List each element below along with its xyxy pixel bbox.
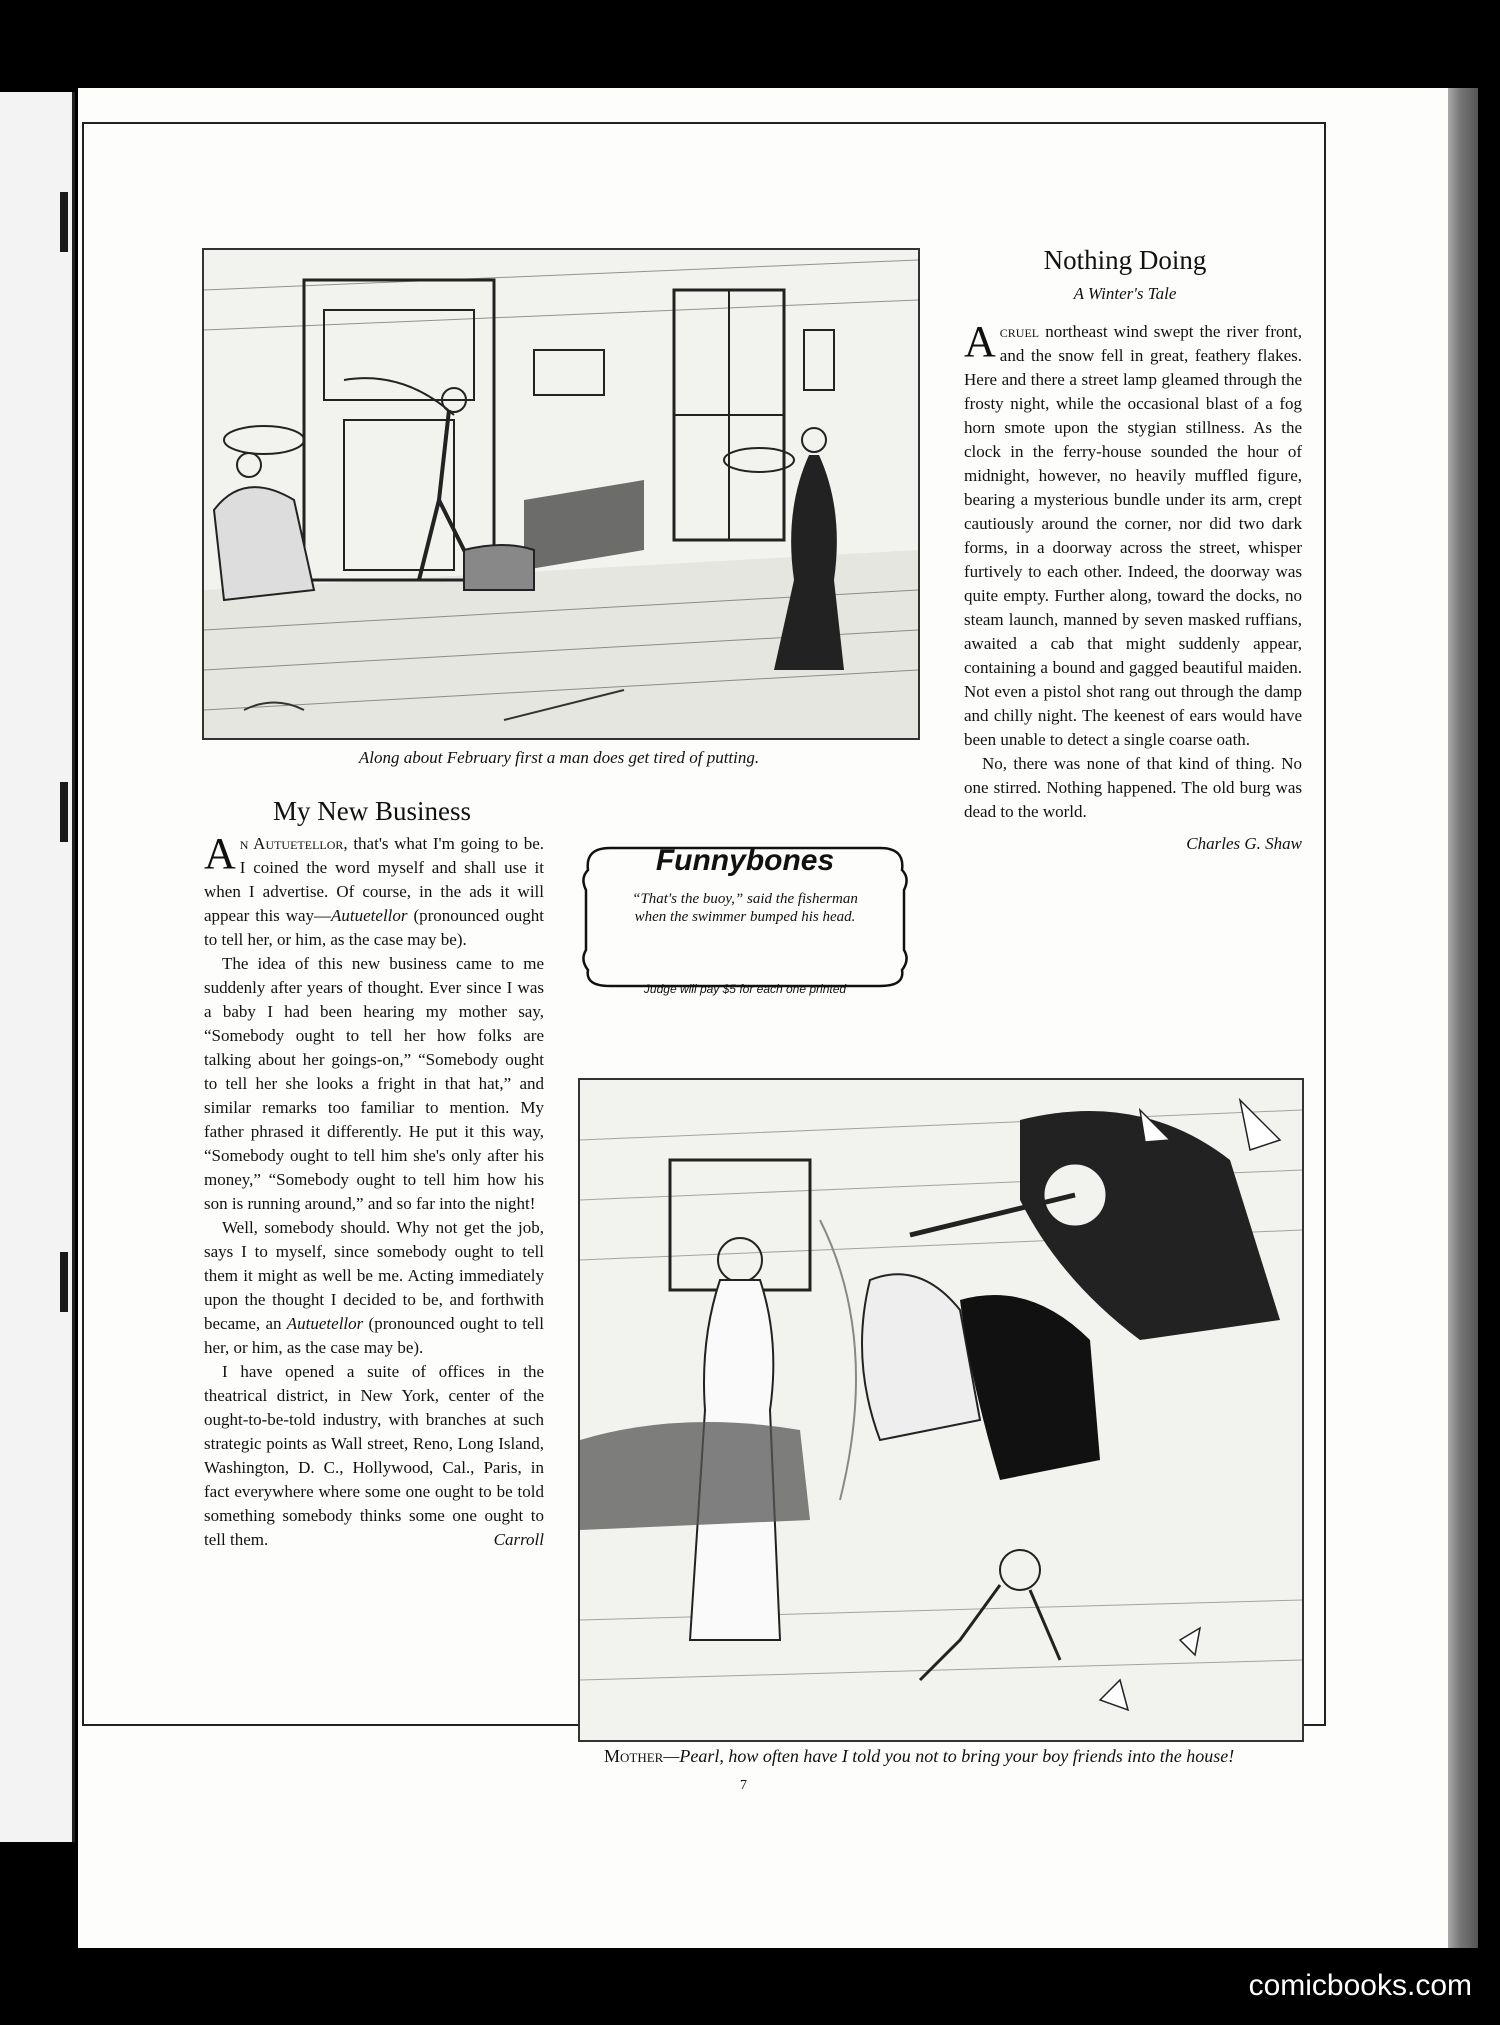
article-subtitle: A Winter's Tale <box>1073 284 1177 303</box>
funnybones-joke: “That's the buoy,” said the fisherman when the swimmer bumped his head. <box>632 891 858 925</box>
page-number: 7 <box>740 1778 747 1793</box>
coined-word: Autuetellor <box>286 1314 364 1333</box>
binding-stitch <box>60 782 68 842</box>
drop-cap: A <box>964 317 996 366</box>
paragraph-text: (pronounced ought to tell her, or him, as the case may be). <box>204 906 544 949</box>
coined-word: Autuetellor <box>331 906 408 925</box>
nothing-doing-body <box>964 317 1302 856</box>
page-stack-edge <box>1448 88 1478 1948</box>
paragraph <box>964 317 1302 752</box>
lead-in: cruel <box>999 322 1040 341</box>
paragraph-text: Well, somebody should. Why not get the job, says I to myself, since somebody ought to tell them it might as well be me. Acting immediately upon the thought I decided to be, and forthwith became, an <box>204 1218 544 1333</box>
my-new-business-body <box>204 829 544 1552</box>
binding-stitch <box>60 192 68 252</box>
paragraph: The idea of this new business came to me suddenly after years of thought. Ever since I was a baby I had been hearing my mother say, “Somebody ought to tell her how folks are talking about her goings-on,” “Somebody ought to tell her she looks a fright in that hat,” and similar remarks too familiar to mention. My father phrased it differently. He put it this way, “Somebody ought to tell him she's only after his money,” “Somebody ought to tell him how his son is running around,” and so far into the night! <box>204 954 544 1213</box>
facing-page-edge <box>0 92 75 1842</box>
paragraph-text: that's what I'm going to be. I coined the word myself and shall use it when I advertise. Of course, in the ads it will appear this way— <box>204 834 544 925</box>
site-watermark: comicbooks.com <box>1248 1969 1472 2002</box>
cartoon-top-caption: Along about February first a man does get tired of putting. <box>358 748 760 767</box>
paragraph: I have opened a suite of offices in the theatrical district, in New York, center of the ought-to-be-told industry, with branches at such strategic points as Wall street, Reno, Long Island, Washington, D. C., Hollywood, Cal., Paris, in fact everywhere where some one ought to be told something somebody thinks some one ought to tell them. <box>204 1362 544 1549</box>
paragraph <box>204 829 544 952</box>
caption-text: —Pearl, how often have I told you not to bring your boy friends into the house! <box>663 1746 1235 1766</box>
paragraph <box>204 1216 544 1360</box>
funnybones-box <box>580 838 910 998</box>
article-title-nothing-doing: Nothing Doing <box>1043 245 1207 275</box>
author-signature: Carroll <box>493 1530 544 1549</box>
paragraph: No, there was none of that kind of thing. No one stirred. Nothing happened. The old burg was dead to the world. <box>964 754 1302 821</box>
cartoon-bottom-caption <box>604 1744 1304 1768</box>
lead-in: n Autuetellor, <box>239 834 348 853</box>
paragraph-text: (pronounced ought to tell her, or him, as the case may be). <box>204 1314 544 1357</box>
article-title-my-new-business: My New Business <box>272 796 471 826</box>
paragraph-text: northeast wind swept the river front, and the snow fell in great, feathery flakes. Here and there a street lamp gleamed through the frosty night, while the occasional blast of a fog horn smote upon the stygian stillness. As the clock in the ferry-house sounded the hour of midnight, however, no heavily muffled figure, bearing a mysterious bundle under its arm, crept cautiously around the corner, nor did two dark forms, in a doorway across the street, whisper furtively to each other. Indeed, the doorway was quite empty. Further along, toward the docks, no steam launch, manned by seven masked ruffians, awaited a cab that might suddenly appear, containing a bound and gagged beautiful maiden. Not even a pistol shot rang out through the damp and chilly night. The keenest of ears would have been unable to detect a single coarse oath. <box>964 322 1302 749</box>
drop-cap: A <box>204 829 236 878</box>
binding-stitch <box>60 1252 68 1312</box>
funnybones-logo: Funnybones <box>655 844 835 877</box>
speaker-label: Mother <box>604 1746 664 1766</box>
funnybones-offer: Judge will pay $5 for each one printed <box>643 982 847 996</box>
cartoon-golf-living-room <box>202 248 920 740</box>
author-signature: Charles G. Shaw <box>1186 834 1302 853</box>
cartoon-car-crash <box>578 1078 1304 1742</box>
